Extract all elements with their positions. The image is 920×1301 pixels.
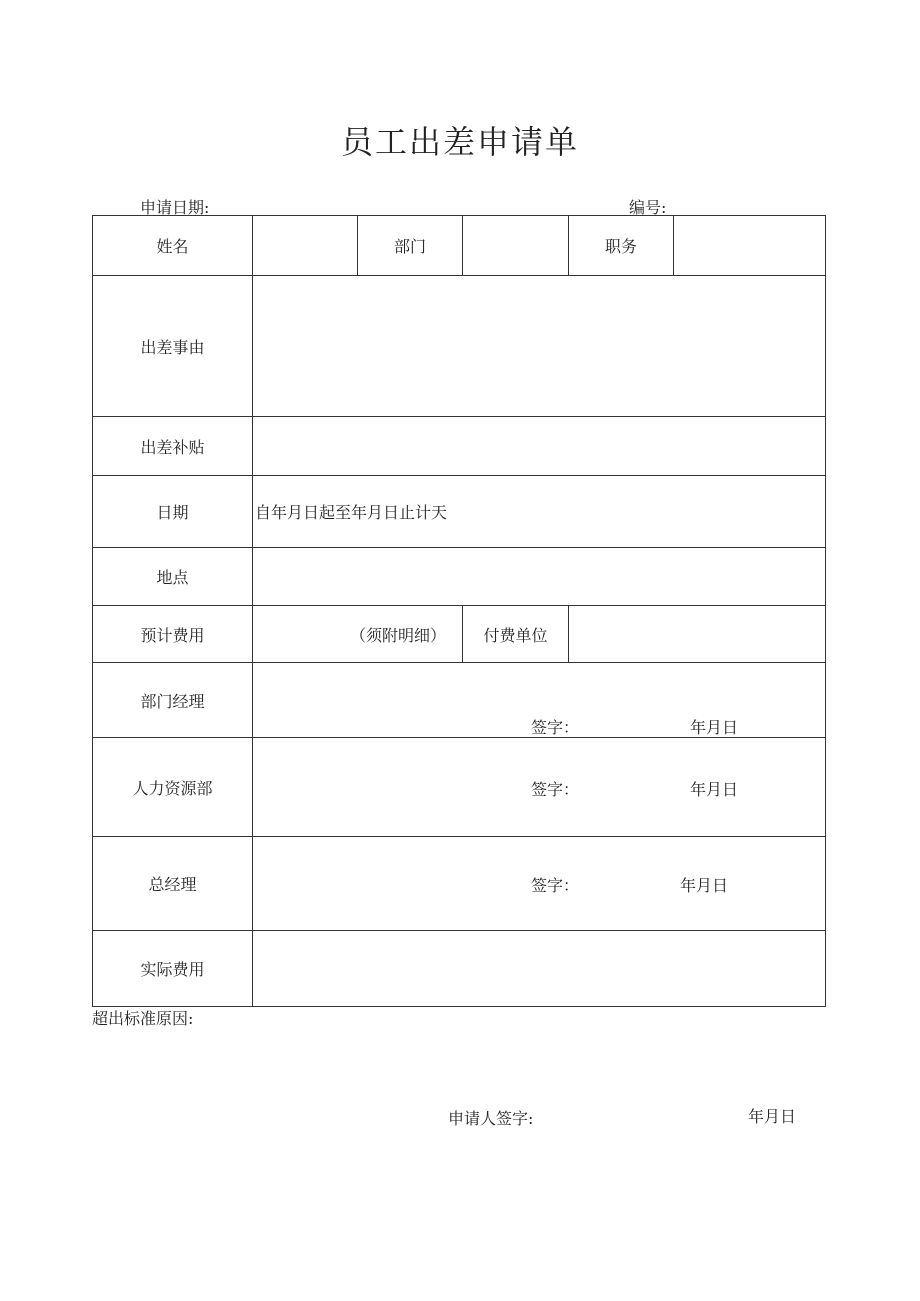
date-field[interactable]: 自年月日起至年月日止计天 — [253, 476, 826, 548]
page-title: 员工出差申请单 — [340, 123, 579, 161]
row-name — [93, 216, 826, 276]
hr-label: 人力资源部 — [93, 738, 253, 837]
dept-manager-label: 部门经理 — [93, 663, 253, 738]
row-actual — [93, 931, 826, 1007]
over-standard-label: 超出标准原因: — [92, 1009, 194, 1028]
gm-label: 总经理 — [93, 837, 253, 931]
name-label: 姓名 — [93, 216, 253, 276]
reason-label: 出差事由 — [93, 276, 253, 417]
number-label: 编号: — [629, 198, 667, 217]
date-label: 日期 — [93, 476, 253, 548]
actual-field[interactable] — [253, 931, 826, 1007]
gm-sign-label: 签字： — [531, 876, 580, 895]
estimate-field[interactable] — [253, 606, 463, 663]
allowance-label: 出差补贴 — [93, 417, 253, 476]
position-label: 职务 — [569, 216, 674, 276]
dept-label: 部门 — [358, 216, 463, 276]
dept-field[interactable] — [463, 216, 569, 276]
dept-manager-approval[interactable] — [253, 663, 826, 738]
allowance-field[interactable] — [253, 417, 826, 476]
position-field[interactable] — [674, 216, 826, 276]
row-allowance — [93, 417, 826, 476]
place-label: 地点 — [93, 548, 253, 606]
hr-date: 年月日 — [690, 780, 739, 799]
apply-date-label: 申请日期: — [140, 198, 210, 217]
dept-manager-sign-label: 签字： — [531, 718, 580, 737]
row-gm — [93, 837, 826, 931]
applicant-sign-label: 申请人签字: — [448, 1109, 534, 1128]
row-place — [93, 548, 826, 606]
name-field[interactable] — [253, 216, 358, 276]
place-field[interactable] — [253, 548, 826, 606]
estimate-label: 预计费用 — [93, 606, 253, 663]
estimate-note: （须附明细） — [349, 625, 446, 645]
hr-approval[interactable] — [253, 738, 826, 837]
hr-sign-label: 签字： — [531, 780, 580, 799]
gm-date: 年月日 — [680, 876, 729, 895]
row-dept-manager — [93, 663, 826, 738]
applicant-date: 年月日 — [748, 1107, 797, 1126]
actual-label: 实际费用 — [93, 931, 253, 1007]
row-hr — [93, 738, 826, 837]
row-estimate — [93, 606, 826, 663]
row-reason — [93, 276, 826, 417]
form-table — [92, 215, 826, 1007]
gm-approval[interactable] — [253, 837, 826, 931]
payer-label: 付费单位 — [463, 606, 569, 663]
payer-field[interactable] — [569, 606, 826, 663]
row-date — [93, 476, 826, 548]
dept-manager-date: 年月日 — [690, 718, 739, 737]
reason-field[interactable] — [253, 276, 826, 417]
